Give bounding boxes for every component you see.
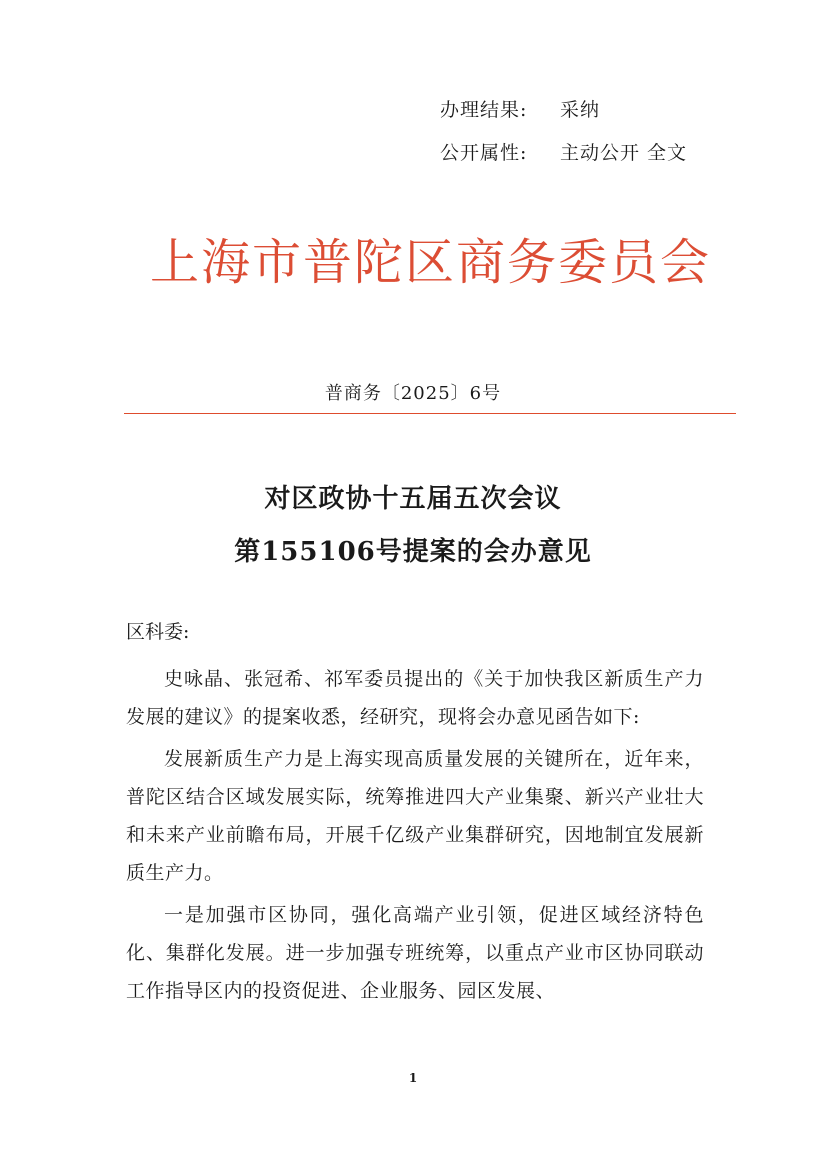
red-divider-line: [124, 413, 736, 414]
document-number: 普商务〔2025〕6号: [324, 383, 502, 404]
handling-result: [440, 95, 600, 122]
body-paragraphs: [126, 660, 704, 1014]
disclosure-attribute: [440, 138, 687, 165]
document-title-line-1: 对区政协十五届五次会议: [264, 484, 562, 514]
paragraph: 发展新质生产力是上海实现高质量发展的关键所在，近年来，普陀区结合区域发展实际，统筹推进四大产业集聚、新兴产业壮大和未来产业前瞻布局，开展千亿级产业集群研究，因地制宜发展新质生产力。: [126, 748, 704, 884]
document-title-line-2: 第155106号提案的会办意见: [234, 537, 592, 567]
disclosure-attribute-value: 主动公开 全文: [560, 142, 688, 164]
paragraph: 一是加强市区协同，强化高端产业引领，促进区域经济特色化、集群化发展。进一步加强专班统筹，以重点产业市区协同联动工作指导区内的投资促进、企业服务、园区发展、: [126, 904, 704, 1002]
paragraph: 史咏晶、张冠希、祁军委员提出的《关于加快我区新质生产力发展的建议》的提案收悉，经研究，现将会办意见函告如下:: [126, 668, 704, 728]
handling-result-value: 采纳: [560, 99, 601, 121]
handling-result-label: 办理结果:: [440, 99, 528, 121]
page-number: 1: [408, 1071, 418, 1085]
disclosure-attribute-label: 公开属性:: [440, 142, 528, 164]
organization-header: 上海市普陀区商务委员会: [150, 234, 712, 291]
salutation: 区科委:: [126, 621, 190, 643]
